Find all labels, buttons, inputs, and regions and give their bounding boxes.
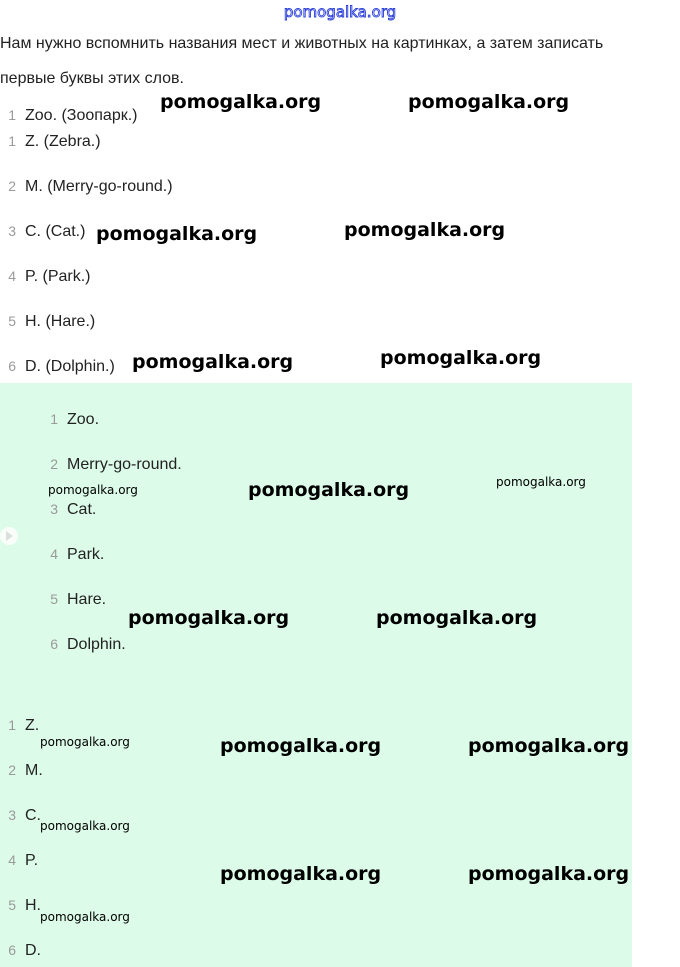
- watermark: pomogalka.org: [220, 863, 382, 885]
- list-item: [0, 714, 39, 736]
- watermark: pomogalka.org: [468, 735, 630, 757]
- item-text: M. (Merry-go-round.): [25, 178, 173, 195]
- item-number: 3: [8, 807, 16, 823]
- item-text: Merry-go-round.: [67, 456, 182, 473]
- list-item: [0, 804, 41, 826]
- list-item: [0, 104, 137, 126]
- item-text: Park.: [67, 546, 105, 563]
- list-item: [0, 849, 38, 871]
- list-item: [0, 265, 91, 287]
- item-text: P. (Park.): [25, 268, 91, 285]
- item-text: P.: [25, 852, 39, 869]
- watermark: pomogalka.org: [40, 819, 130, 833]
- list-item: [0, 130, 101, 152]
- watermark: pomogalka.org: [376, 607, 538, 629]
- item-text: Zoo. (Зоопарк.): [25, 107, 138, 124]
- item-number: 3: [8, 223, 16, 239]
- item-text: M.: [25, 762, 43, 779]
- item-number: 5: [8, 897, 16, 913]
- list-item: [42, 633, 126, 655]
- list-item: [0, 310, 95, 332]
- item-number: 5: [8, 313, 16, 329]
- item-text: C.: [25, 807, 41, 824]
- item-text: D.: [25, 942, 41, 959]
- item-number: 5: [50, 591, 58, 607]
- list-item: [42, 408, 99, 430]
- item-text: Z. (Zebra.): [25, 133, 101, 150]
- item-text: H. (Hare.): [25, 313, 96, 330]
- item-number: 4: [50, 546, 58, 562]
- item-number: 4: [8, 268, 16, 284]
- item-text: Dolphin.: [67, 636, 126, 653]
- item-number: 3: [50, 501, 58, 517]
- item-text: H.: [25, 897, 41, 914]
- list-item: [0, 355, 115, 377]
- list-item: [0, 759, 43, 781]
- item-number: 6: [8, 358, 16, 374]
- item-number: 4: [8, 852, 16, 868]
- watermark: pomogalka.org: [160, 91, 322, 113]
- item-number: 6: [8, 942, 16, 958]
- watermark: pomogalka.org: [132, 351, 294, 373]
- list-item: [42, 498, 96, 520]
- watermark: pomogalka.org: [40, 910, 130, 924]
- item-number: 1: [8, 717, 16, 733]
- watermark: pomogalka.org: [380, 347, 542, 369]
- list-item: [0, 220, 85, 242]
- watermark: pomogalka.org: [344, 219, 506, 241]
- watermark: pomogalka.org: [248, 479, 410, 501]
- intro-text: Нам нужно вспомнить названия мест и животных на картинках, а затем записать первые буквы этих слов.: [0, 35, 604, 87]
- watermark: pomogalka.org: [468, 863, 630, 885]
- item-text: Z.: [25, 717, 40, 734]
- item-number: 2: [50, 456, 58, 472]
- list-item: [0, 894, 41, 916]
- watermark: pomogalka.org: [496, 475, 586, 489]
- item-number: 2: [8, 762, 16, 778]
- item-number: 1: [8, 133, 16, 149]
- watermark: pomogalka.org: [408, 91, 570, 113]
- list-item: [42, 453, 182, 475]
- item-number: 1: [50, 411, 58, 427]
- site-title[interactable]: pomogalka.org: [283, 3, 397, 21]
- item-text: Zoo.: [67, 411, 100, 428]
- watermark: pomogalka.org: [220, 735, 382, 757]
- item-text: C. (Cat.): [25, 223, 86, 240]
- play-icon[interactable]: [0, 527, 18, 545]
- watermark: pomogalka.org: [96, 223, 258, 245]
- item-number: 6: [50, 636, 58, 652]
- item-text: Cat.: [67, 501, 97, 518]
- item-number: 1: [8, 107, 16, 123]
- watermark: pomogalka.org: [48, 483, 138, 497]
- list-item: [0, 175, 173, 197]
- list-item: [42, 543, 104, 565]
- list-item: [0, 939, 41, 961]
- list-item: [42, 588, 106, 610]
- watermark: pomogalka.org: [40, 735, 130, 749]
- watermark: pomogalka.org: [128, 607, 290, 629]
- item-text: Hare.: [67, 591, 107, 608]
- item-number: 2: [8, 178, 16, 194]
- item-text: D. (Dolphin.): [25, 358, 115, 375]
